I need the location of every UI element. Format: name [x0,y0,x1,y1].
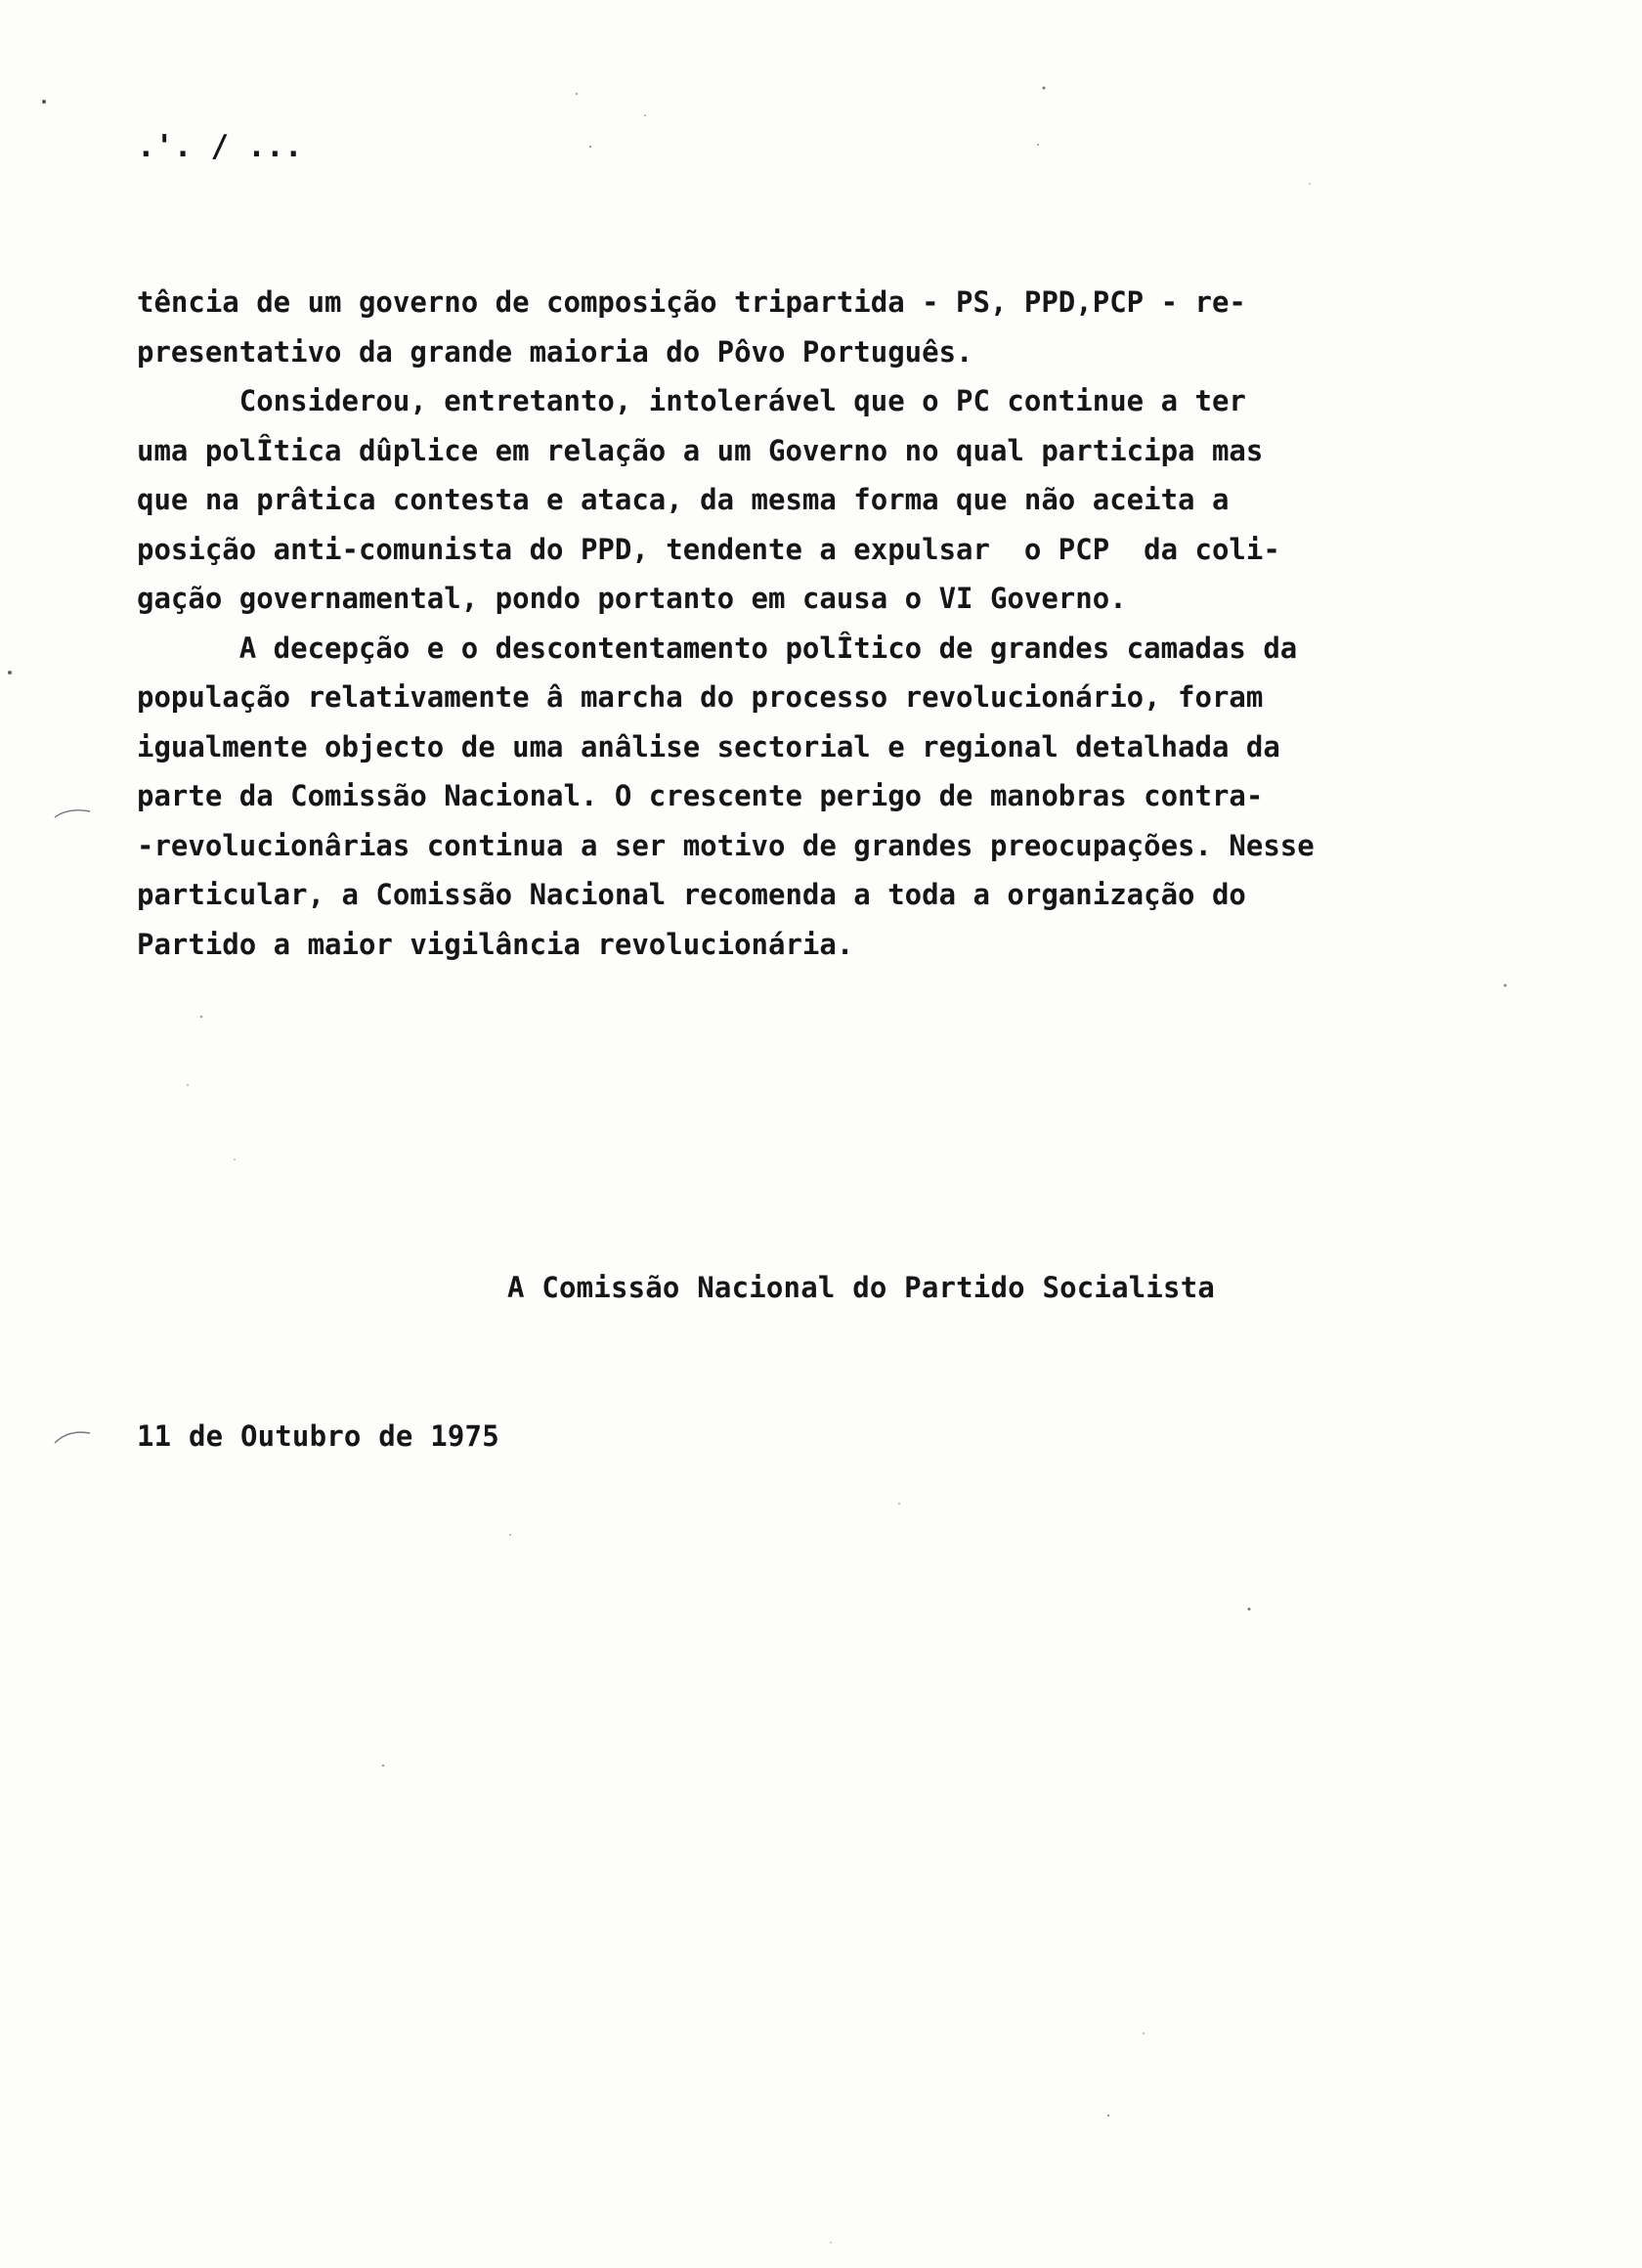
body-line: posição anti-comunista do PPD, tendente a expulsar o PCP da coli- [137,532,1280,566]
document-date: 11 de Outubro de 1975 [137,1419,499,1453]
body-line: Partido a maior vigilância revolucionária. [137,927,854,961]
signature-line: A Comissão Nacional do Partido Socialista [507,1271,1216,1304]
body-line: que na prâtica contesta e ataca, da mesma forma que não aceita a [137,483,1230,516]
body-line: gação governamental, pondo portanto em causa o VI Governo. [137,582,1127,615]
body-line: particular, a Comissão Nacional recomenda a toda a organização do [137,878,1246,911]
body-line: parte da Comissão Nacional. O crescente perigo de manobras contra- [137,779,1264,812]
body-line: tência de um governo de composição tripartida - PS, PPD,PCP - re- [137,285,1246,319]
letter-body [137,278,1525,969]
body-line: igualmente objecto de uma anâlise sectorial e regional detalhada da [137,729,1280,763]
body-line: Considerou, entretanto, intolerável que o PC continue a ter [137,384,1246,417]
body-line: população relativamente â marcha do processo revolucionário, foram [137,680,1264,714]
body-line: uma polÎtica dûplice em relação a um Governo no qual participa mas [137,433,1264,467]
continuation-marker: .'. / ... [137,129,303,164]
body-line: A decepção e o descontentamento polÎtico de grandes camadas da [137,631,1298,665]
body-line: -revolucionârias continua a ser motivo de grandes preocupações. Nesse [137,828,1315,862]
body-line: presentativo da grande maioria do Pôvo Português. [137,334,973,369]
